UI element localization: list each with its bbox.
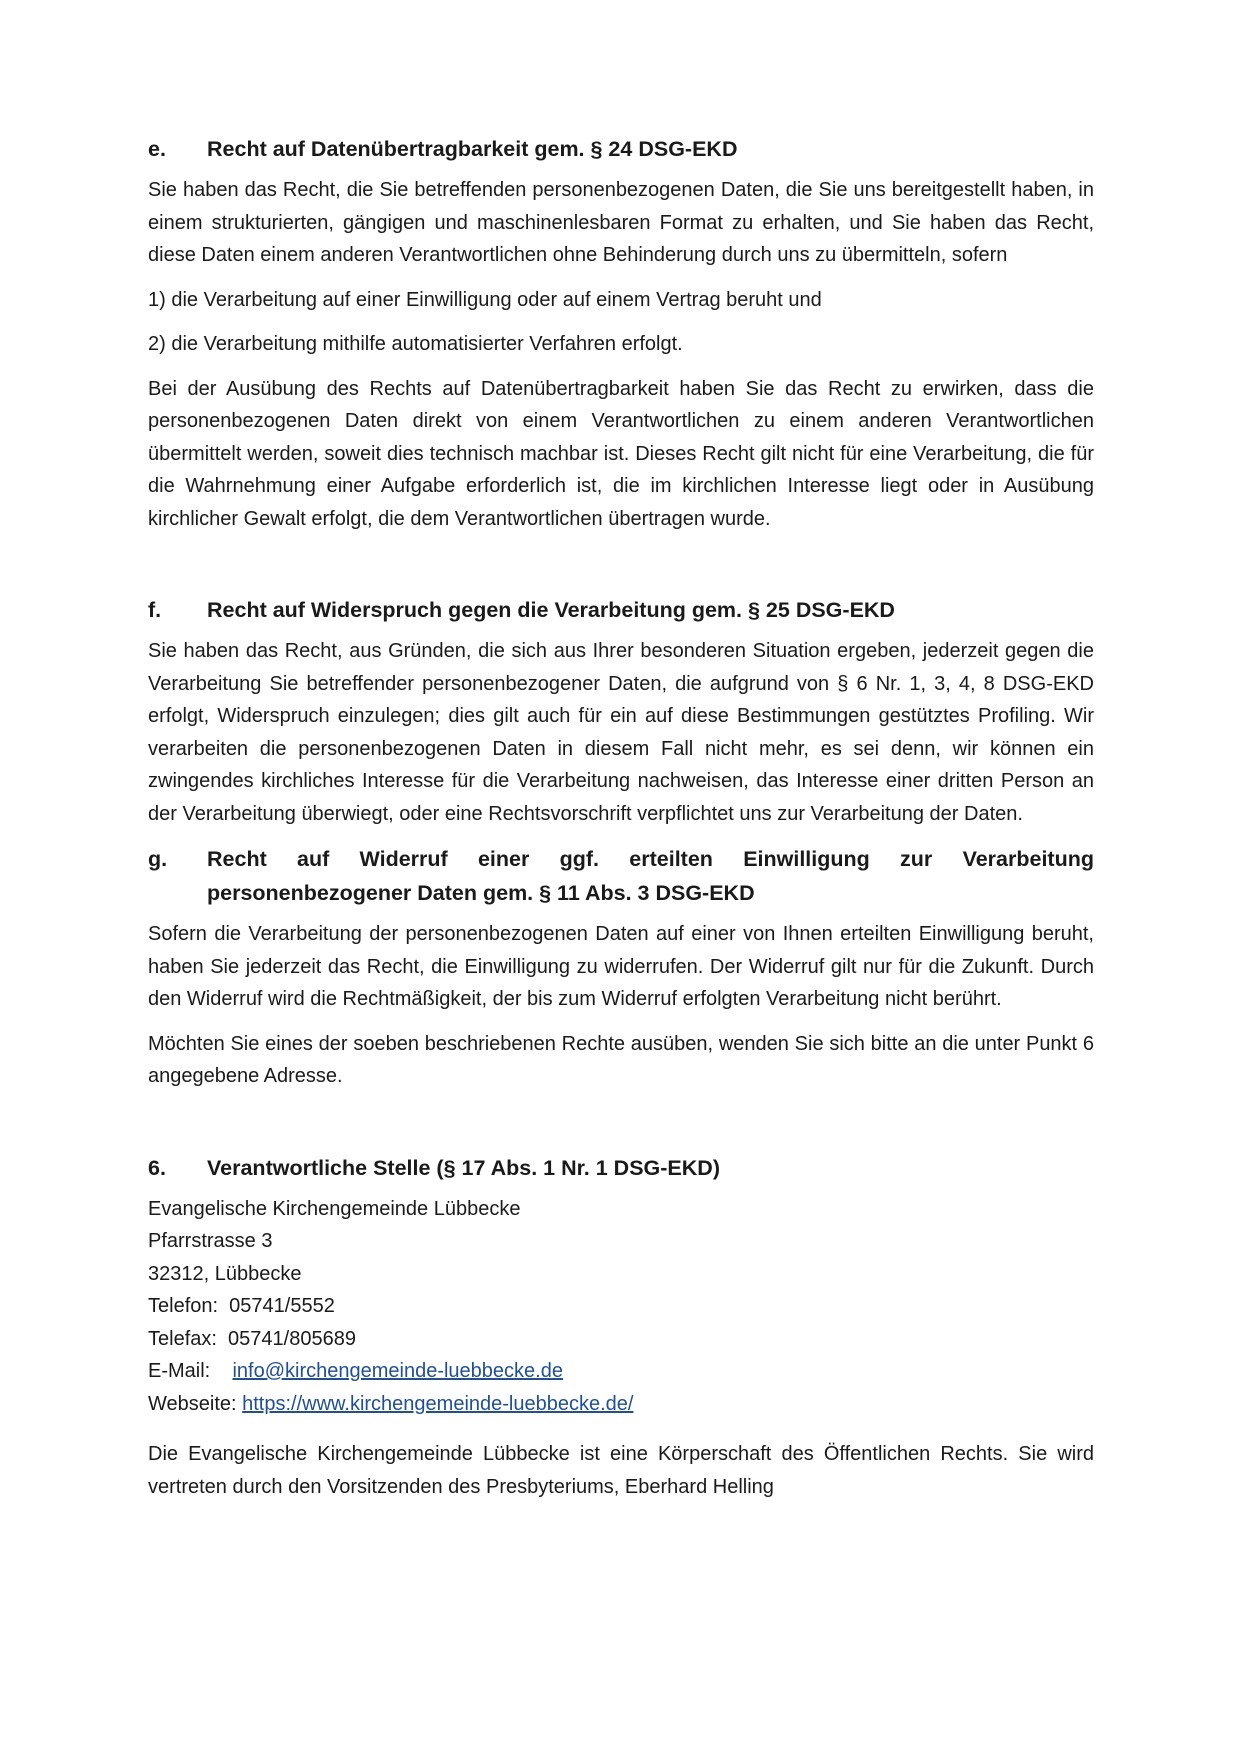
address-city: 32312, Lübbecke — [148, 1262, 302, 1285]
address-name: Evangelische Kirchengemeinde Lübbecke — [148, 1197, 521, 1220]
section-number-f: f. — [148, 598, 162, 622]
document-content — [148, 132, 1094, 1515]
address-street: Pfarrstrasse 3 — [148, 1230, 273, 1252]
section-title-g: Recht auf Widerruf einer ggf. erteilten Einwilligung zur Verarbeitung personenbezogener Daten gem. § 11 Abs. 3 DSG-EKD — [207, 847, 1094, 905]
paragraph: Sofern die Verarbeitung der personenbezogenen Daten auf einer von Ihnen erteilten Einwilligung beruht, haben Sie jederzeit das Recht, die Einwilligung zu widerrufen. Der Widerruf gilt nur für die Zukunft. Durch den Widerruf wird die Rechtmäßigkeit, der bis zum Widerruf erfolgten Verarbeitung nicht berührt. — [148, 923, 1094, 1010]
contact-address — [148, 1193, 1094, 1421]
section-number-g: g. — [148, 847, 168, 871]
paragraph: Möchten Sie eines der soeben beschriebenen Rechte ausüben, wenden Sie sich bitte an die unter Punkt 6 angegebene Adresse. — [148, 1032, 1094, 1087]
paragraph: Sie haben das Recht, aus Gründen, die sich aus Ihrer besonderen Situation ergeben, jederzeit gegen die Verarbeitung Sie betreffender personenbezogener Daten, die aufgrund von § 6 Nr. 1, 3, 4, 8 DSG-EKD erfolgt, Widerspruch einzulegen; dies gilt auch für ein auf diese Bestimmungen gestütztes Profiling. Wir verarbeiten die personenbezogenen Daten in diesem Fall nicht mehr, es sei denn, wir können ein zwingendes kirchliches Interesse für die Verarbeitung nachweisen, das Interesse einer dritten Person an der Verarbeitung überwiegt, oder eine Rechtsvorschrift verpflichtet uns zur Verarbeitung der Daten. — [148, 640, 1094, 825]
section-heading-e — [148, 132, 1094, 166]
email-line — [148, 1355, 1094, 1388]
phone-number: 05741/5552 — [229, 1295, 335, 1317]
section-number-6: 6. — [148, 1155, 166, 1180]
section-heading-g — [148, 842, 1094, 910]
email-link[interactable]: info@kirchengemeinde-luebbecke.de — [232, 1360, 563, 1382]
section-number-e: e. — [148, 137, 166, 161]
paragraph: Bei der Ausübung des Rechts auf Datenübertragbarkeit haben Sie das Recht zu erwirken, dass die personenbezogenen Daten direkt von einem Verantwortlichen zu einem anderen Verantwortlichen übermittelt werden, soweit dies technisch machbar ist. Dieses Recht gilt nicht für eine Verarbeitung, die für die Wahrnehmung einer Aufgabe erforderlich ist, die im kirchlichen Interesse liegt oder in Ausübung kirchlicher Gewalt erfolgt, die dem Verantwortlichen übertragen wurde. — [148, 377, 1094, 530]
list-item: 1) die Verarbeitung auf einer Einwilligung oder auf einem Vertrag beruht und — [148, 288, 822, 311]
email-label: E-Mail: — [148, 1360, 233, 1382]
section-title-f: Recht auf Widerspruch gegen die Verarbeitung gem. § 25 DSG-EKD — [207, 598, 895, 622]
fax-label: Telefax: — [148, 1327, 229, 1350]
section-title-6: Verantwortliche Stelle (§ 17 Abs. 1 Nr. 1 DSG-EKD) — [207, 1155, 720, 1180]
website-line — [148, 1388, 1094, 1421]
phone-label: Telefon: — [148, 1295, 230, 1317]
spacer — [148, 1105, 1094, 1151]
fax-line — [148, 1323, 1094, 1356]
website-link[interactable]: https://www.kirchengemeinde-luebbecke.de/ — [242, 1392, 634, 1415]
phone-line — [148, 1290, 1094, 1323]
website-label: Webseite: — [148, 1392, 243, 1415]
spacer — [148, 547, 1094, 593]
section-title-e: Recht auf Datenübertragbarkeit gem. § 24 DSG-EKD — [207, 137, 738, 161]
section-heading-6 — [148, 1151, 1094, 1185]
section-heading-f — [148, 593, 1094, 627]
paragraph: Sie haben das Recht, die Sie betreffenden personenbezogenen Daten, die Sie uns bereitgestellt haben, in einem strukturierten, gängigen und maschinenlesbaren Format zu erhalten, und Sie haben das Recht, diese Daten einem anderen Verantwortlichen ohne Behinderung durch uns zu übermitteln, sofern — [148, 179, 1094, 266]
spacer — [148, 1420, 1094, 1438]
closing-paragraph: Die Evangelische Kirchengemeinde Lübbecke ist eine Körperschaft des Öffentlichen Rechts. Sie wird vertreten durch den Vorsitzenden des Presbyteriums, Eberhard Helling — [148, 1443, 1094, 1498]
list-item: 2) die Verarbeitung mithilfe automatisierter Verfahren erfolgt. — [148, 333, 683, 355]
fax-number: 05741/805689 — [228, 1327, 356, 1350]
